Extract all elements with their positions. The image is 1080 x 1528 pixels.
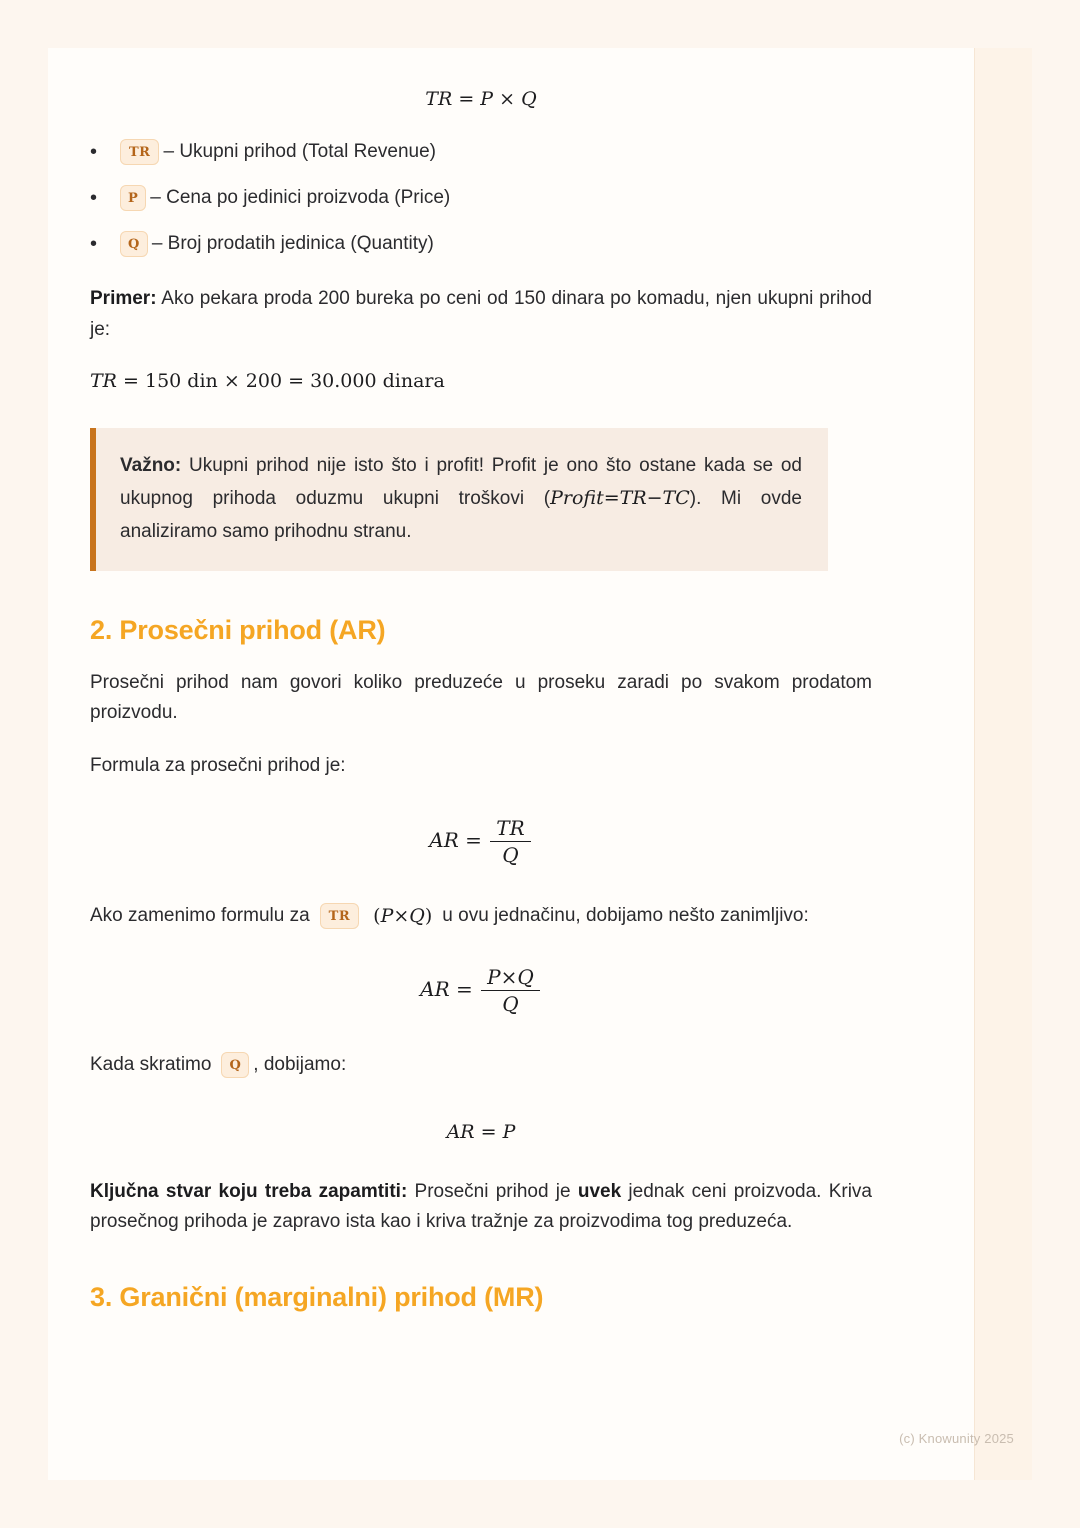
section-heading-marginal-revenue: 3. Granični (marginalni) prihod (MR) (90, 1282, 544, 1313)
example-result: 30.000 dinara (310, 369, 445, 392)
callout-equals: = (603, 487, 620, 510)
fraction-numerator: TR (496, 815, 525, 840)
key-point-text-2: jednak ceni proizvoda. Kriva prosečnog prihoda je zapravo ista kao i kriva tražnje za proizvodima tog preduzeća. (90, 1180, 872, 1233)
substitution-paragraph (90, 901, 872, 931)
example-equals-2: = (288, 369, 305, 392)
cancellation-paragraph (90, 1050, 872, 1080)
formula-average-revenue-substituted (90, 965, 872, 1016)
paren-open: ( (373, 904, 381, 927)
callout-text-1: Ukupni prihod nije isto što i profit! Profit je ono što ostane kada se od ukupnog prihoda oduzmu ukupni troškovi ( (120, 454, 802, 510)
paren-close: ) (424, 904, 433, 927)
fraction-pq-over-q (481, 965, 540, 1016)
formula-price-symbol: P (480, 88, 494, 110)
definition-text: – Broj prodatih jedinica (Quantity) (151, 232, 434, 254)
section2-paragraph-2: Formula za prosečni prihod je: (90, 755, 346, 777)
bullet-icon: • (90, 187, 98, 209)
chip-tr-inline: TR (320, 903, 359, 929)
definition-text: – Cena po jedinici proizvoda (Price) (150, 186, 451, 208)
definition-text: – Ukupni prihod (Total Revenue) (163, 140, 436, 162)
numerator-times: × (500, 965, 518, 990)
example-paragraph (90, 284, 872, 346)
example-label: Primer: (90, 288, 157, 309)
ar-symbol-2: AR (420, 977, 450, 1002)
callout-profit: Profit (550, 487, 604, 510)
list-item (90, 230, 872, 258)
ar-symbol: AR (429, 827, 459, 852)
formula-ar-equals-p (90, 1121, 872, 1143)
numerator-p: P (487, 965, 501, 990)
bullet-icon: • (90, 141, 98, 163)
paren-q: Q (409, 904, 425, 927)
list-item (90, 138, 872, 166)
bullet-icon: • (90, 233, 98, 255)
chip-p: P (120, 185, 146, 211)
key-point-label: Ključna stvar koju treba zapamtiti: (90, 1180, 408, 1202)
fraction-numerator (481, 965, 540, 990)
formula-average-revenue (90, 816, 872, 867)
example-equation (90, 370, 872, 392)
cancel-text-after: , dobijamo: (253, 1054, 347, 1076)
chip-q-inline: Q (221, 1052, 249, 1078)
fraction-tr-over-q (490, 816, 530, 867)
formula-times: × (499, 88, 516, 110)
callout-minus: − (646, 487, 663, 510)
substitution-text-after: u ovu jednačinu, dobijamo nešto zanimljivo: (442, 904, 809, 926)
callout-formula (550, 487, 690, 509)
section2-paragraph-1: Prosečni prihod nam govori koliko preduzeće u proseku zaradi po svakom prodatom proizvodu. (90, 671, 872, 724)
callout-text-2: ). Mi ovde analiziramo samo prihodnu stranu. (120, 488, 802, 542)
callout-label: Važno: (120, 454, 182, 476)
example-text: Ako pekara proda 200 bureka po ceni od 150 dinara po komadu, njen ukupni prihod je: (90, 288, 872, 340)
example-times: × (223, 369, 240, 392)
substitution-parenthetical (373, 901, 432, 931)
key-point-paragraph (90, 1177, 872, 1239)
formula-equals: = (458, 88, 475, 110)
ar-equals-2: = (456, 977, 473, 1002)
formula-tr-symbol: TR (425, 88, 453, 110)
formula-quantity-symbol: Q (521, 88, 537, 110)
callout-text (120, 450, 802, 549)
ar-symbol-3: AR (446, 1120, 475, 1143)
key-point-bold-word: uvek (577, 1180, 622, 1202)
document-page (48, 48, 1032, 1480)
callout-tc: TC (662, 487, 690, 510)
formula-total-revenue (90, 88, 872, 110)
important-callout (90, 428, 828, 571)
substitution-text-before: Ako zamenimo formulu za (90, 904, 310, 926)
paren-times: × (393, 904, 410, 927)
ar-p: P (502, 1120, 516, 1143)
example-tr-symbol: TR (90, 369, 117, 392)
page-right-margin-rail (974, 48, 1032, 1480)
callout-tr: TR (619, 487, 647, 510)
fraction-denominator: Q (490, 841, 530, 867)
example-price: 150 din (145, 369, 218, 392)
fraction-denominator: Q (481, 990, 540, 1016)
chip-q: Q (120, 231, 148, 257)
ar-equals-3: = (480, 1120, 497, 1143)
watermark: (c) Knowunity 2025 (899, 1431, 1014, 1446)
ar-equals: = (465, 827, 482, 852)
cancel-text-before: Kada skratimo (90, 1054, 212, 1076)
example-quantity: 200 (245, 369, 283, 392)
list-item (90, 184, 872, 212)
example-equals-1: = (123, 369, 139, 392)
definition-list (90, 138, 872, 258)
key-point-text-1: Prosečni prihod je (407, 1180, 578, 1202)
numerator-q: Q (517, 965, 534, 990)
section-heading-average-revenue: 2. Prosečni prihod (AR) (90, 614, 386, 645)
paren-p: P (380, 904, 394, 927)
document-content (90, 48, 872, 1313)
chip-tr: TR (120, 139, 159, 165)
